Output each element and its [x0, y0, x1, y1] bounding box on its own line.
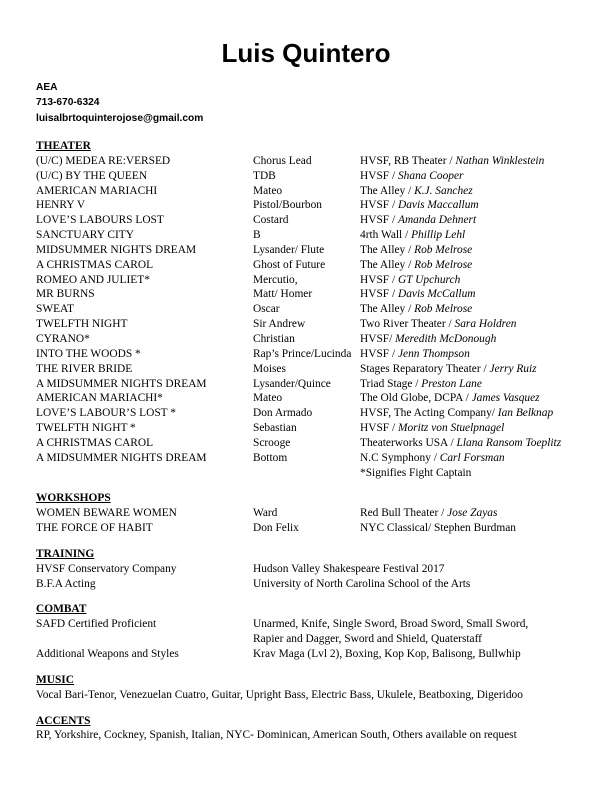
- show-title: CYRANO*: [36, 332, 90, 345]
- role-name: Mateo: [253, 392, 283, 405]
- venue-name: The Alley /: [360, 303, 415, 316]
- theater-credit-row: [36, 377, 596, 392]
- role-name: Don Armado: [253, 407, 313, 420]
- workshops-heading: WORKSHOPS: [36, 492, 111, 505]
- venue-name: HVSF /: [360, 199, 398, 212]
- combat-row-label: SAFD Certified Proficient: [36, 618, 157, 631]
- director-name: GT Upchurch: [397, 273, 461, 286]
- theater-credit-row: [36, 391, 596, 406]
- director-name: Rob Melrose: [414, 303, 473, 316]
- combat-row-label: [36, 632, 253, 647]
- resume-name: Luis Quintero: [221, 38, 391, 68]
- role-name: Bottom: [253, 451, 288, 464]
- venue-name: N.C Symphony /: [360, 451, 440, 464]
- venue-director: [360, 521, 596, 536]
- role-name: Moises: [253, 362, 286, 375]
- theater-credit-row: [36, 302, 596, 317]
- theater-credit-row: [36, 184, 596, 199]
- training-list: [36, 562, 596, 592]
- venue-name: HVSF /: [360, 288, 398, 301]
- venue-name: HVSF, RB Theater /: [360, 154, 456, 167]
- venue-name: HVSF /: [360, 347, 398, 360]
- combat-row: [36, 647, 596, 662]
- venue-director: [360, 184, 596, 199]
- music-heading: MUSIC: [36, 673, 74, 686]
- venue-name: Red Bull Theater /: [360, 507, 448, 520]
- director-name: Jose Zayas: [447, 507, 498, 520]
- theater-credit-row: [36, 317, 596, 332]
- show-title: MIDSUMMER NIGHTS DREAM: [36, 243, 197, 256]
- director-name: James Vasquez: [471, 392, 540, 405]
- combat-list: [36, 617, 596, 662]
- resume-body: [36, 139, 596, 743]
- venue-name: HVSF /: [360, 169, 398, 182]
- director-name: Jenn Thompson: [397, 347, 470, 360]
- venue-name: NYC Classical/ Stephen Burdman: [360, 522, 516, 535]
- venue-director: [360, 391, 596, 406]
- director-name: Carl Forsman: [439, 451, 505, 464]
- theater-credit-row: [36, 362, 596, 377]
- director-name: Llana Ransom Toeplitz: [456, 436, 562, 449]
- combat-row-value: Rapier and Dagger, Sword and Shield, Quaterstaff: [253, 633, 482, 646]
- theater-credit-row: [36, 154, 596, 169]
- venue-director: [360, 169, 596, 184]
- venue-name: Stages Reparatory Theater /: [360, 362, 490, 375]
- director-name: Preston Lane: [421, 377, 482, 390]
- music-skills: Vocal Bari-Tenor, Venezuelan Cuatro, Guitar, Upright Bass, Electric Bass, Ukulele, Beatboxing, Digeridoo: [36, 688, 523, 701]
- role-name: Ghost of Future: [253, 258, 326, 271]
- venue-director: [360, 317, 596, 332]
- venue-name: The Alley /: [360, 258, 415, 271]
- training-row-label: B.F.A Acting: [36, 577, 96, 590]
- theater-credit-row: [36, 332, 596, 347]
- theater-credit-row: [36, 228, 596, 243]
- venue-name: The Alley /: [360, 184, 415, 197]
- role-name: Lysander/ Flute: [253, 243, 325, 256]
- theater-heading: THEATER: [36, 140, 91, 152]
- director-name: Davis Maccallum: [397, 199, 479, 212]
- role-name: Sebastian: [253, 422, 297, 435]
- director-name: Davis McCallum: [397, 288, 476, 301]
- venue-name: HVSF /: [360, 273, 398, 286]
- venue-director: [360, 332, 596, 347]
- theater-credit-row: [36, 258, 596, 273]
- show-title: TWELFTH NIGHT *: [36, 422, 136, 435]
- theater-credit-row: [36, 406, 596, 421]
- accents-heading: ACCENTS: [36, 714, 91, 727]
- role-name: Christian: [253, 332, 295, 345]
- venue-name: HVSF, The Acting Company/: [360, 407, 498, 420]
- theater-credit-row: [36, 287, 596, 302]
- training-row: [36, 577, 596, 592]
- theater-credit-row: [36, 347, 596, 362]
- show-title: THE RIVER BRIDE: [36, 362, 133, 375]
- theater-credit-row: [36, 169, 596, 184]
- role-name: Ward: [253, 507, 278, 520]
- role-name: Lysander/Quince: [253, 377, 331, 390]
- show-title: AMERICAN MARIACHI*: [36, 392, 163, 405]
- training-row-value: University of North Carolina School of the Arts: [253, 577, 471, 590]
- fight-captain-note-row: [36, 466, 596, 481]
- venue-name: 4rth Wall /: [360, 229, 412, 242]
- role-name: Don Felix: [253, 522, 299, 535]
- director-name: Jerry Ruiz: [489, 362, 537, 375]
- fight-captain-note: *Signifies Fight Captain: [360, 466, 472, 479]
- venue-director: [360, 421, 596, 436]
- contact-block: [36, 80, 203, 126]
- venue-name: Triad Stage /: [360, 377, 422, 390]
- combat-row: [36, 617, 596, 632]
- venue-name: HVSF/: [360, 332, 396, 345]
- union-affiliation: AEA: [36, 82, 58, 93]
- venue-director: [360, 273, 596, 288]
- theater-credit-row: [36, 273, 596, 288]
- show-title: THE FORCE OF HABIT: [36, 522, 153, 535]
- venue-director: [360, 228, 596, 243]
- workshops-list: [36, 506, 596, 536]
- training-row-value: Hudson Valley Shakespeare Festival 2017: [253, 562, 445, 575]
- show-title: INTO THE WOODS *: [36, 347, 141, 360]
- director-name: Rob Melrose: [414, 258, 473, 271]
- role-name: Pistol/Bourbon: [253, 199, 322, 212]
- venue-name: Two River Theater /: [360, 318, 455, 331]
- theater-credit-row: [36, 421, 596, 436]
- venue-director: [360, 506, 596, 521]
- venue-director: [360, 302, 596, 317]
- combat-row-value: Krav Maga (Lvl 2), Boxing, Kop Kop, Balisong, Bullwhip: [253, 648, 521, 660]
- director-name: Meredith McDonough: [395, 332, 497, 345]
- show-title: HENRY V: [36, 199, 86, 212]
- role-name: Chorus Lead: [253, 154, 312, 167]
- show-title: WOMEN BEWARE WOMEN: [36, 507, 177, 520]
- venue-director: [360, 287, 596, 302]
- show-title: LOVE’S LABOUR’S LOST *: [36, 407, 176, 420]
- show-title: A MIDSUMMER NIGHTS DREAM: [36, 377, 207, 390]
- venue-director: [360, 377, 596, 392]
- theater-credit-row: [36, 243, 596, 258]
- show-title: (U/C) MEDEA RE:VERSED: [36, 154, 171, 167]
- venue-name: The Alley /: [360, 243, 415, 256]
- show-title: MR BURNS: [36, 288, 95, 301]
- venue-director: [360, 436, 596, 451]
- workshop-credit-row: [36, 506, 596, 521]
- phone-number: 713-670-6324: [36, 97, 100, 109]
- venue-name: The Old Globe, DCPA /: [360, 392, 472, 405]
- role-name: Sir Andrew: [253, 318, 306, 331]
- role-name: Mercutio,: [253, 273, 298, 286]
- training-heading: TRAINING: [36, 547, 95, 560]
- venue-director: [360, 347, 596, 362]
- theater-credit-row: [36, 198, 596, 213]
- show-title: A CHRISTMAS CAROL: [36, 436, 154, 449]
- accents-skills: RP, Yorkshire, Cockney, Spanish, Italian, NYC- Dominican, American South, Others available on request: [36, 729, 517, 742]
- show-title: A CHRISTMAS CAROL: [36, 258, 154, 271]
- show-title: SWEAT: [36, 303, 74, 316]
- venue-director: [360, 213, 596, 228]
- director-name: Rob Melrose: [414, 243, 473, 256]
- show-title: TWELFTH NIGHT: [36, 318, 128, 331]
- workshop-credit-row: [36, 521, 596, 536]
- venue-director: [360, 406, 596, 421]
- theater-credit-row: [36, 213, 596, 228]
- role-name: Mateo: [253, 184, 283, 197]
- combat-row-label: Additional Weapons and Styles: [36, 648, 179, 660]
- role-name: TDB: [253, 169, 276, 182]
- role-name: Oscar: [253, 303, 280, 316]
- director-name: Nathan Winklestein: [455, 154, 545, 167]
- venue-director: [360, 362, 596, 377]
- venue-name: HVSF /: [360, 214, 398, 227]
- theater-list: [36, 154, 596, 466]
- director-name: Shana Cooper: [397, 169, 464, 182]
- show-title: LOVE’S LABOURS LOST: [36, 214, 164, 227]
- venue-director: [360, 258, 596, 273]
- venue-director: [360, 154, 596, 169]
- training-row-label: HVSF Conservatory Company: [36, 562, 177, 575]
- director-name: Amanda Dehnert: [397, 214, 477, 227]
- email-address: luisalbrtoquinterojose@gmail.com: [36, 112, 204, 124]
- combat-row: [36, 632, 596, 647]
- role-name: Matt/ Homer: [253, 288, 313, 301]
- venue-director: [360, 198, 596, 213]
- combat-heading: COMBAT: [36, 603, 87, 616]
- role-name: B: [253, 229, 261, 242]
- director-name: Moritz von Stuelpnagel: [397, 422, 505, 435]
- role-name: Costard: [253, 214, 289, 227]
- role-name: Rap’s Prince/Lucinda: [253, 347, 352, 360]
- theater-credit-row: [36, 436, 596, 451]
- show-title: AMERICAN MARIACHI: [36, 184, 158, 197]
- show-title: A MIDSUMMER NIGHTS DREAM: [36, 451, 207, 464]
- role-name: Scrooge: [253, 436, 291, 449]
- venue-director: [360, 451, 596, 466]
- training-row: [36, 562, 596, 577]
- show-title: SANCTUARY CITY: [36, 229, 134, 242]
- director-name: K.J. Sanchez: [414, 184, 473, 197]
- combat-row-value: Unarmed, Knife, Single Sword, Broad Sword, Small Sword,: [253, 618, 529, 631]
- theater-credit-row: [36, 451, 596, 466]
- show-title: ROMEO AND JULIET*: [36, 273, 150, 286]
- director-name: Phillip Lehl: [411, 229, 466, 242]
- venue-name: HVSF /: [360, 422, 398, 435]
- venue-director: [360, 243, 596, 258]
- director-name: Sara Holdren: [454, 318, 517, 331]
- venue-name: Theaterworks USA /: [360, 436, 457, 449]
- director-name: Ian Belknap: [497, 407, 554, 420]
- show-title: (U/C) BY THE QUEEN: [36, 169, 148, 182]
